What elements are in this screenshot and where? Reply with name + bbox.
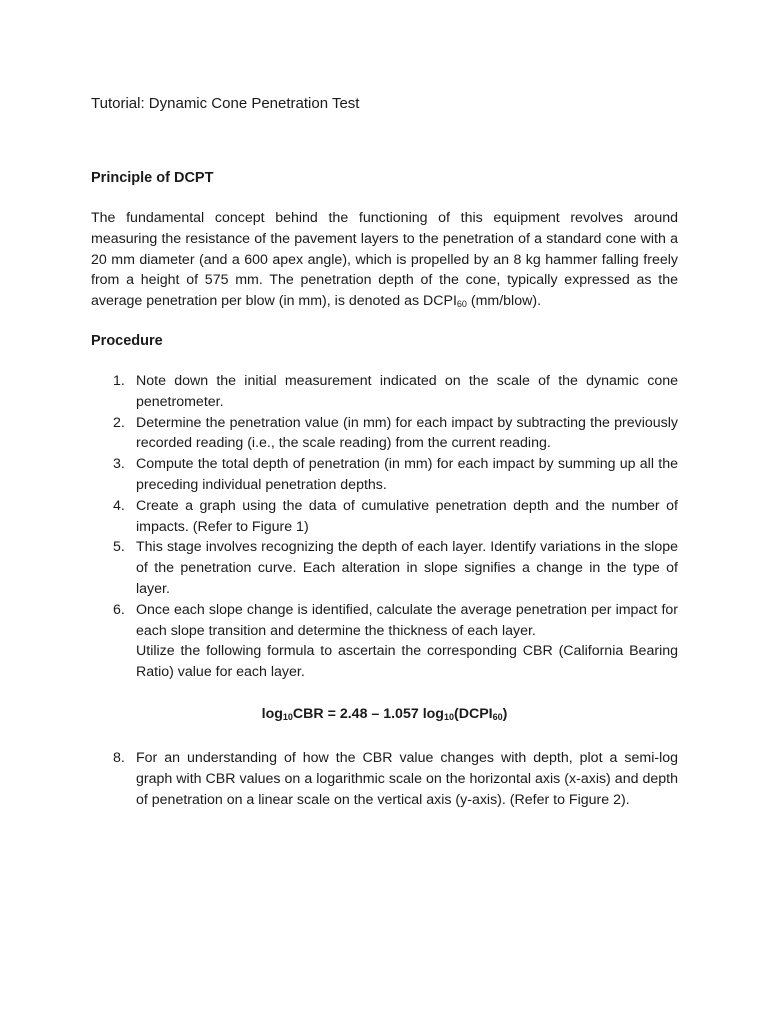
step-number: 5.	[113, 539, 125, 556]
formula-log-base: 10	[443, 712, 454, 722]
document-title: Tutorial: Dynamic Cone Penetration Test	[91, 95, 360, 112]
formula-log: log	[422, 706, 444, 722]
procedure-step-3	[91, 454, 678, 496]
formula-close: )	[502, 706, 508, 722]
procedure-steps-list-continued	[91, 748, 678, 810]
procedure-heading: Procedure	[91, 333, 163, 349]
procedure-steps-list	[91, 371, 678, 683]
procedure-step-5	[91, 537, 678, 599]
step-text: For an understanding of how the CBR value changes with depth, plot a semi-log graph with CBR values on a logarithmic scale on the horizontal axis (x-axis) and depth of penetration on a linear scale on the vertical axis (y-axis). (Refer to Figure 2).	[136, 750, 678, 808]
dcpi-subscript: 60	[456, 299, 467, 310]
principle-paragraph-tail: (mm/blow).	[466, 293, 542, 310]
formula-cbr: CBR	[292, 706, 324, 722]
formula-log-base: 10	[282, 712, 293, 722]
formula-dcpi-subscript: 60	[492, 712, 503, 722]
step-text: Compute the total depth of penetration (in mm) for each impact by summing up all the preceding individual penetration depths.	[136, 456, 678, 493]
step-text: Create a graph using the data of cumulative penetration depth and the number of impacts. (Refer to Figure 1)	[136, 497, 678, 535]
step-text: Once each slope change is identified, calculate the average penetration per impact for each slope transition and determine the thickness of each layer.	[136, 601, 678, 639]
principle-paragraph	[91, 208, 678, 312]
step-number: 6.	[113, 601, 125, 618]
procedure-step-1	[91, 371, 678, 413]
principle-paragraph-text: The fundamental concept behind the functioning of this equipment revolves around measuring the resistance of the pavement layers to the penetration of a standard cone with a 20 mm diameter (and a 600 apex angle), which is propelled by an 8 kg hammer falling freely from a height of 575 mm. The penetration depth of the cone, typically expressed as the average penetration per blow (in mm), is denoted as DCPI	[91, 210, 678, 310]
step-number: 2.	[113, 414, 125, 431]
formula-log: log	[261, 706, 283, 722]
step-text: Determine the penetration value (in mm) for each impact by subtracting the previously recorded reading (i.e., the scale reading) from the current reading.	[136, 414, 678, 452]
step-number: 1.	[113, 373, 125, 389]
step-number: 8.	[113, 750, 125, 766]
formula-equals: = 2.48 – 1.057	[323, 706, 423, 722]
procedure-step-4	[91, 496, 678, 538]
step-number: 4.	[113, 497, 125, 514]
procedure-step-2	[91, 413, 678, 455]
procedure-step-8	[91, 748, 678, 810]
procedure-step-6	[91, 600, 678, 683]
step-number: 3.	[113, 456, 125, 473]
principle-heading: Principle of DCPT	[91, 170, 214, 186]
formula-dcpi: (DCPI	[453, 706, 493, 722]
step-extra-text: Utilize the following formula to ascertain the corresponding CBR (California Bearing Ratio) value for each layer.	[136, 643, 678, 681]
step-text: This stage involves recognizing the depth of each layer. Identify variations in the slope of the penetration curve. Each alteration in slope signifies a change in the type of layer.	[136, 539, 678, 597]
step-text: Note down the initial measurement indicated on the scale of the dynamic cone penetrometer.	[136, 373, 678, 410]
cbr-formula	[91, 704, 678, 724]
